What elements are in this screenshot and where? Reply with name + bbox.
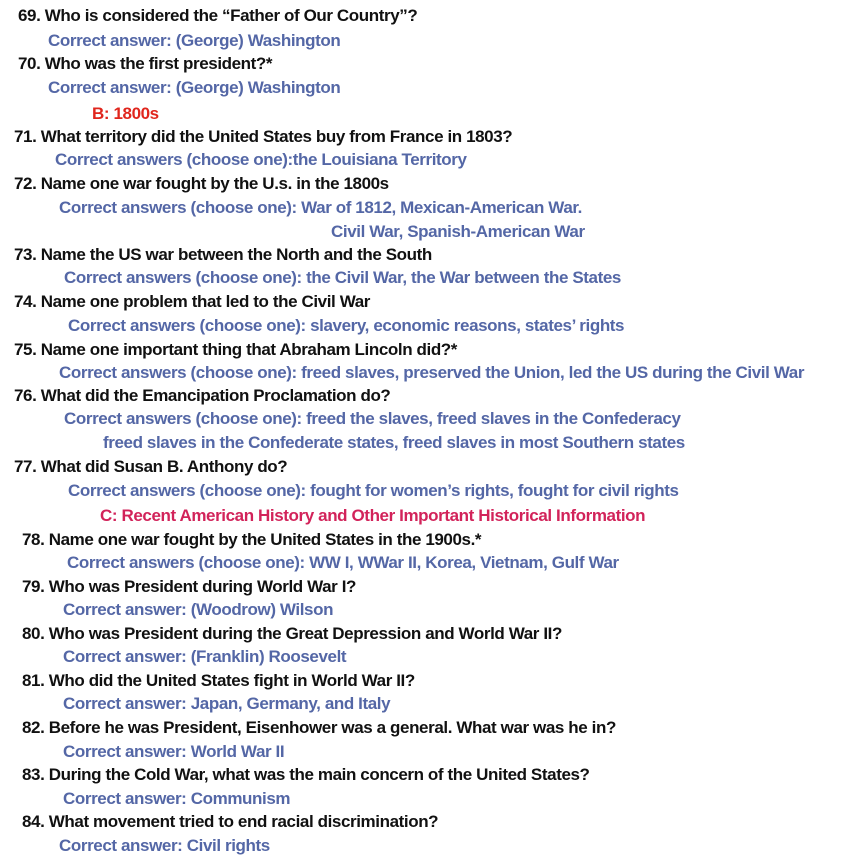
- answer-76-continued: freed slaves in the Confederate states, freed slaves in most Southern states: [103, 433, 685, 452]
- question-72: 72. Name one war fought by the U.s. in the 1800s: [14, 174, 389, 193]
- question-77: 77. What did Susan B. Anthony do?: [14, 457, 288, 476]
- question-83: 83. During the Cold War, what was the main concern of the United States?: [22, 765, 590, 784]
- question-79: 79. Who was President during World War I?: [22, 577, 357, 596]
- answer-72: Correct answers (choose one): War of 1812, Mexican-American War.: [59, 198, 582, 217]
- answer-80: Correct answer: (Franklin) Roosevelt: [63, 647, 347, 666]
- answer-77: Correct answers (choose one): fought for women’s rights, fought for civil rights: [68, 481, 679, 500]
- question-78: 78. Name one war fought by the United States in the 1900s.*: [22, 530, 482, 549]
- question-76: 76. What did the Emancipation Proclamation do?: [14, 386, 391, 405]
- answer-78: Correct answers (choose one): WW I, WWar II, Korea, Vietnam, Gulf War: [67, 553, 619, 572]
- answer-76: Correct answers (choose one): freed the slaves, freed slaves in the Confederacy: [64, 409, 681, 428]
- answer-81: Correct answer: Japan, Germany, and Italy: [63, 694, 391, 713]
- question-82: 82. Before he was President, Eisenhower was a general. What war was he in?: [22, 718, 616, 737]
- question-71: 71. What territory did the United States buy from France in 1803?: [14, 127, 513, 146]
- question-81: 81. Who did the United States fight in World War II?: [22, 671, 415, 690]
- question-74: 74. Name one problem that led to the Civil War: [14, 292, 370, 311]
- answer-84: Correct answer: Civil rights: [59, 836, 270, 855]
- question-75: 75. Name one important thing that Abraham Lincoln did?*: [14, 340, 458, 359]
- answer-82: Correct answer: World War II: [63, 742, 285, 761]
- section-heading-c: C: Recent American History and Other Important Historical Information: [100, 506, 646, 525]
- answer-71: Correct answers (choose one):the Louisiana Territory: [55, 150, 467, 169]
- answer-83: Correct answer: Communism: [63, 789, 291, 808]
- answer-79: Correct answer: (Woodrow) Wilson: [63, 600, 334, 619]
- question-70: 70. Who was the first president?*: [18, 54, 273, 73]
- answer-70: Correct answer: (George) Washington: [48, 78, 341, 97]
- answer-69: Correct answer: (George) Washington: [48, 31, 341, 50]
- question-80: 80. Who was President during the Great Depression and World War II?: [22, 624, 562, 643]
- question-69: 69. Who is considered the “Father of Our Country”?: [18, 6, 418, 25]
- answer-72-continued: Civil War, Spanish-American War: [331, 222, 585, 241]
- answer-75: Correct answers (choose one): freed slaves, preserved the Union, led the US during the Civil War: [59, 363, 805, 382]
- question-73: 73. Name the US war between the North and the South: [14, 245, 432, 264]
- section-heading-b: B: 1800s: [92, 104, 159, 123]
- answer-73: Correct answers (choose one): the Civil War, the War between the States: [64, 268, 621, 287]
- question-84: 84. What movement tried to end racial discrimination?: [22, 812, 439, 831]
- answer-74: Correct answers (choose one): slavery, economic reasons, states’ rights: [68, 316, 625, 335]
